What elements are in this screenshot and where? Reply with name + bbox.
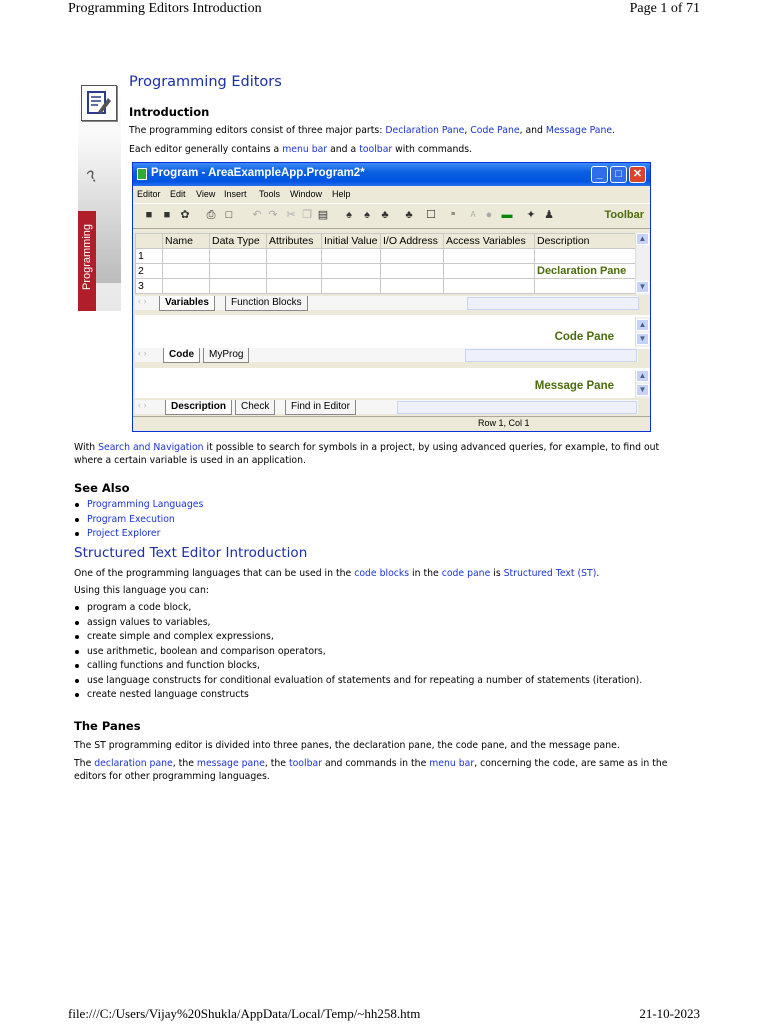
page-footer: [68, 1006, 700, 1024]
column-header: Description: [535, 234, 638, 249]
cell: [322, 264, 381, 279]
list-item: create nested language constructs: [74, 688, 642, 703]
the-panes-heading: The Panes: [74, 719, 141, 733]
text: , concerning the code, are same as in the: [474, 758, 668, 769]
window-title: Program - AreaExampleApp.Program2*: [151, 167, 365, 179]
grid-header-row: [136, 234, 638, 249]
compile-icon: ✿: [180, 209, 190, 221]
breakpoint-icon: ●: [485, 209, 493, 221]
tab-code: Code: [163, 348, 200, 363]
declaration-pane-link[interactable]: Declaration Pane: [385, 125, 465, 136]
cell: [444, 249, 535, 264]
text: and commands in the: [322, 758, 430, 769]
tab-function-blocks: Function Blocks: [225, 296, 308, 311]
list-item: [74, 498, 203, 513]
declaration-grid: [135, 233, 638, 294]
column-header: Initial Value: [322, 234, 381, 249]
text: is: [490, 568, 504, 579]
find-next-icon: ♠: [364, 209, 370, 221]
table-row: [136, 264, 638, 279]
program-icon: [137, 168, 147, 180]
text: in the: [409, 568, 442, 579]
tab-myprog: MyProg: [203, 348, 249, 363]
menu-editor: Editor: [137, 189, 161, 199]
cursor-position: Row 1, Col 1: [478, 418, 530, 428]
st-paragraph-2: Using this language you can:: [74, 585, 210, 596]
text: , and: [519, 125, 546, 136]
menu-help: Help: [332, 189, 351, 199]
font-icon: A: [470, 210, 476, 219]
maximize-icon: □: [610, 166, 627, 183]
text: , the: [172, 758, 197, 769]
menu-bar-link[interactable]: menu bar: [282, 144, 328, 155]
cell: [322, 249, 381, 264]
panes-paragraph-2: [74, 757, 668, 783]
editor-window-screenshot: [132, 162, 651, 432]
cell: [210, 264, 267, 279]
cell: [444, 264, 535, 279]
column-header: Attributes: [267, 234, 322, 249]
table-row: [136, 279, 638, 294]
panes-paragraph-1: The ST programming editor is divided into three panes, the declaration pane, the code pane, and the message pane.: [74, 740, 620, 751]
window-statusbar: [133, 416, 650, 431]
table-row: [136, 249, 638, 264]
row-number: 2: [136, 264, 163, 279]
section-title-programming-editors: Programming Editors: [129, 74, 282, 90]
column-header: I/O Address: [381, 234, 444, 249]
message-hscrollbar: [397, 401, 637, 414]
question-mark-icon: ?: [83, 166, 101, 187]
project-explorer-link[interactable]: Project Explorer: [87, 528, 161, 539]
scroll-up-icon: ▲: [636, 370, 649, 382]
page-header: [68, 0, 700, 20]
find-previous-icon: ♣: [381, 209, 389, 221]
tab-scroll-left-icon: ‹ ›: [138, 296, 147, 306]
text: ,: [464, 125, 471, 136]
window-menubar: [133, 186, 650, 203]
toolbar-link[interactable]: toolbar: [288, 758, 322, 769]
search-paragraph: [74, 441, 659, 467]
message-pane-callout: Message Pane: [534, 380, 614, 392]
menu-edit: Edit: [170, 189, 186, 199]
code-pane: [135, 315, 650, 349]
list-item: assign values to variables,: [74, 616, 642, 631]
scroll-down-icon: ▼: [636, 281, 649, 293]
menu-window: Window: [290, 189, 323, 199]
list-item: calling functions and function blocks,: [74, 659, 642, 674]
scroll-up-icon: ▲: [636, 233, 649, 245]
replace-icon: ♣: [405, 209, 413, 221]
menu-bar-link[interactable]: menu bar: [429, 758, 475, 769]
find-icon: ♠: [346, 209, 352, 221]
print-preview-icon: □: [225, 209, 233, 221]
section-title-structured-text: Structured Text Editor Introduction: [74, 545, 308, 561]
tab-scroll-left-icon: ‹ ›: [138, 400, 147, 410]
scroll-down-icon: ▼: [636, 384, 649, 396]
cell: [210, 279, 267, 294]
header-title: Programming Editors Introduction: [68, 1, 262, 16]
search-and-navigation-link[interactable]: Search and Navigation: [98, 442, 204, 453]
copy-icon: ❐: [302, 209, 312, 221]
sidebar-banner: [78, 77, 121, 311]
paste-icon: ▤: [317, 209, 329, 221]
code-hscrollbar: [465, 349, 637, 362]
tab-variables: Variables: [159, 296, 215, 311]
declaration-pane-callout: Declaration Pane: [535, 264, 638, 279]
cell: [163, 264, 210, 279]
list-item: use language constructs for conditional evaluation of statements and for repeating a number of statements (iteration).: [74, 674, 642, 689]
list-item: use arithmetic, boolean and comparison operators,: [74, 645, 642, 660]
footer-date: 21-10-2023: [639, 1006, 700, 1021]
tab-description: Description: [165, 400, 232, 415]
step-icon: ▬: [501, 209, 513, 221]
text: With: [74, 442, 99, 453]
sidebar-tab: [78, 211, 96, 311]
list-item: create simple and complex expressions,: [74, 630, 642, 645]
cell: [444, 279, 535, 294]
text: Each editor generally contains a: [129, 144, 283, 155]
column-header: Data Type: [210, 234, 267, 249]
text: .: [612, 125, 616, 136]
print-icon: ⎙: [206, 209, 216, 221]
scroll-up-icon: ▲: [636, 319, 649, 331]
redo-icon: ↷: [268, 209, 278, 221]
cell: [267, 264, 322, 279]
text: with commands.: [392, 144, 473, 155]
cell: [381, 264, 444, 279]
save-all-icon: ■: [163, 209, 171, 221]
code-pane-link[interactable]: code pane: [441, 568, 491, 579]
cell: [163, 279, 210, 294]
code-tabs: [135, 348, 638, 362]
message-tabs: [135, 400, 638, 414]
introduction-heading: Introduction: [129, 105, 210, 119]
indent-icon: ≡: [450, 211, 456, 218]
list-item: program a code block,: [74, 601, 642, 616]
message-pane-link[interactable]: message pane: [196, 758, 265, 769]
code-pane-link[interactable]: Code Pane: [470, 125, 520, 136]
st-paragraph-1: [74, 567, 599, 580]
declaration-pane-link[interactable]: declaration pane: [94, 758, 173, 769]
message-pane-link[interactable]: Message Pane: [545, 125, 613, 136]
declaration-vscrollbar: [635, 233, 650, 295]
cut-icon: ✂: [286, 209, 296, 221]
scroll-down-icon: ▼: [636, 333, 649, 345]
footer-file-path: file:///C:/Users/Vijay%20Shukla/AppData/Local/Temp/~hh258.htm: [68, 1006, 421, 1021]
intro-paragraph-1: [129, 124, 615, 137]
text: editors for other programming languages.: [74, 771, 270, 782]
text: The programming editors consist of three major parts:: [129, 125, 386, 136]
tab-scroll-left-icon: ‹ ›: [138, 348, 147, 358]
message-pane: [135, 368, 650, 398]
cell: [210, 249, 267, 264]
text: and a: [327, 144, 360, 155]
row-number: 3: [136, 279, 163, 294]
close-icon: ✕: [629, 166, 646, 183]
see-also-heading: See Also: [74, 481, 130, 495]
row-number: 1: [136, 249, 163, 264]
programming-languages-link[interactable]: Programming Languages: [87, 499, 204, 510]
cell: [267, 279, 322, 294]
declaration-hscrollbar: [467, 297, 639, 310]
text: The: [74, 758, 95, 769]
cell: [381, 249, 444, 264]
intro-paragraph-2: [129, 143, 472, 156]
declaration-tabs: [135, 296, 638, 310]
tab-find-in-editor: Find in Editor: [285, 400, 356, 415]
cell: [535, 279, 638, 294]
save-icon: ■: [145, 209, 153, 221]
pin-icon: ✦: [526, 209, 536, 221]
text: .: [596, 568, 600, 579]
people-icon: ♟: [544, 209, 554, 221]
column-header: [136, 234, 163, 249]
list-item: [74, 527, 203, 542]
see-also-list: [74, 498, 203, 542]
code-pane-callout: Code Pane: [554, 331, 614, 343]
code-vscrollbar: [635, 317, 650, 347]
cell: [267, 249, 322, 264]
text: where a certain variable is used in an application.: [74, 455, 306, 466]
text: it possible to search for symbols in a project, by using advanced queries, for example, to find out: [203, 442, 660, 453]
text: , the: [264, 758, 289, 769]
tab-check: Check: [235, 400, 275, 415]
window-toolbar: [133, 203, 650, 229]
comment-icon: ☐: [426, 209, 436, 221]
st-capabilities-list: [74, 601, 642, 703]
window-titlebar: [133, 163, 650, 186]
toolbar-callout: Toolbar: [604, 209, 644, 221]
message-vscrollbar: [635, 370, 650, 398]
menu-insert: Insert: [224, 189, 247, 199]
toolbar-link[interactable]: toolbar: [359, 144, 393, 155]
text: One of the programming languages that can be used in the: [74, 568, 355, 579]
cell: [163, 249, 210, 264]
cell: [322, 279, 381, 294]
code-blocks-link[interactable]: code blocks: [354, 568, 410, 579]
cell: [381, 279, 444, 294]
header-page-number: Page 1 of 71: [629, 1, 700, 16]
list-item: [74, 513, 203, 528]
menu-view: View: [196, 189, 216, 199]
program-execution-link[interactable]: Program Execution: [87, 513, 175, 525]
column-header: Access Variables: [444, 234, 535, 249]
minimize-icon: _: [591, 166, 608, 183]
editor-document-icon: [81, 85, 117, 121]
undo-icon: ↶: [252, 209, 262, 221]
menu-tools: Tools: [259, 189, 281, 199]
structured-text-link[interactable]: Structured Text (ST): [503, 568, 597, 579]
cell: [535, 249, 638, 264]
sidebar-label: Programming: [81, 223, 93, 291]
column-header: Name: [163, 234, 210, 249]
